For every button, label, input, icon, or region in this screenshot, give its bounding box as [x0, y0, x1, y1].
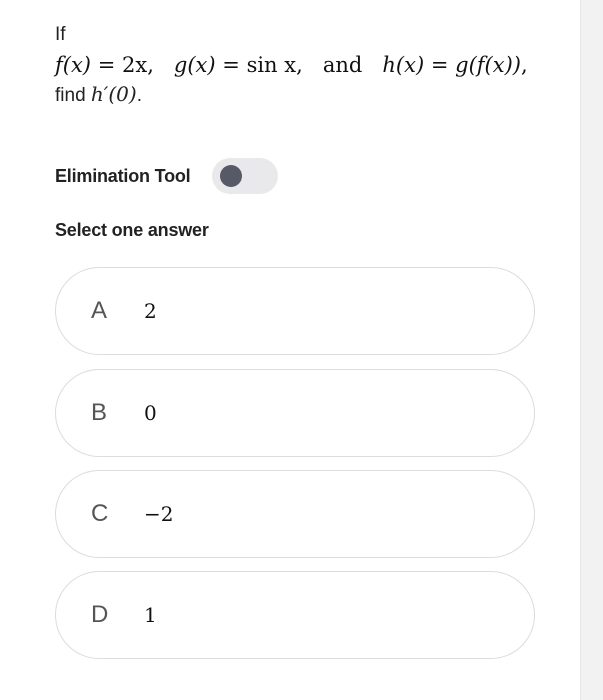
option-letter: D: [91, 601, 109, 628]
g-def-rhs: sin x: [246, 53, 297, 77]
and-word: and: [322, 53, 363, 77]
question-definitions: f(x) = 2x, g(x) = sin x, and h(x) = g(f(x)),: [55, 53, 528, 77]
option-value: 1: [144, 603, 157, 627]
answer-option-d[interactable]: [55, 571, 535, 659]
right-panel-edge: [580, 0, 603, 700]
toggle-knob: [220, 165, 242, 187]
question-find: find h′(0).: [55, 82, 142, 106]
find-word: find: [55, 85, 86, 106]
g-def-lhs: g(x): [173, 53, 216, 77]
f-def-lhs: f(x): [55, 53, 92, 77]
elimination-tool-toggle[interactable]: [212, 158, 278, 194]
question-stem: [55, 22, 555, 110]
answer-option-a[interactable]: [55, 267, 535, 355]
elimination-tool-label: Elimination Tool: [55, 165, 191, 186]
answer-option-c[interactable]: [55, 470, 535, 558]
answer-option-b[interactable]: [55, 369, 535, 457]
h-def-lhs: h(x): [382, 53, 425, 77]
option-letter: A: [91, 297, 108, 324]
find-expr: h′(0): [90, 82, 137, 106]
option-letter: C: [91, 500, 109, 527]
option-letter: B: [91, 399, 108, 426]
select-one-answer-label: Select one answer: [55, 220, 209, 240]
h-def-rhs: g(f(x)): [455, 53, 521, 77]
option-value: 2: [144, 299, 157, 323]
elimination-tool-row: [55, 158, 278, 194]
option-value: −2: [144, 502, 174, 526]
option-value: 0: [144, 401, 157, 425]
question-intro: If: [55, 24, 66, 45]
f-def-rhs: 2x: [121, 53, 148, 77]
